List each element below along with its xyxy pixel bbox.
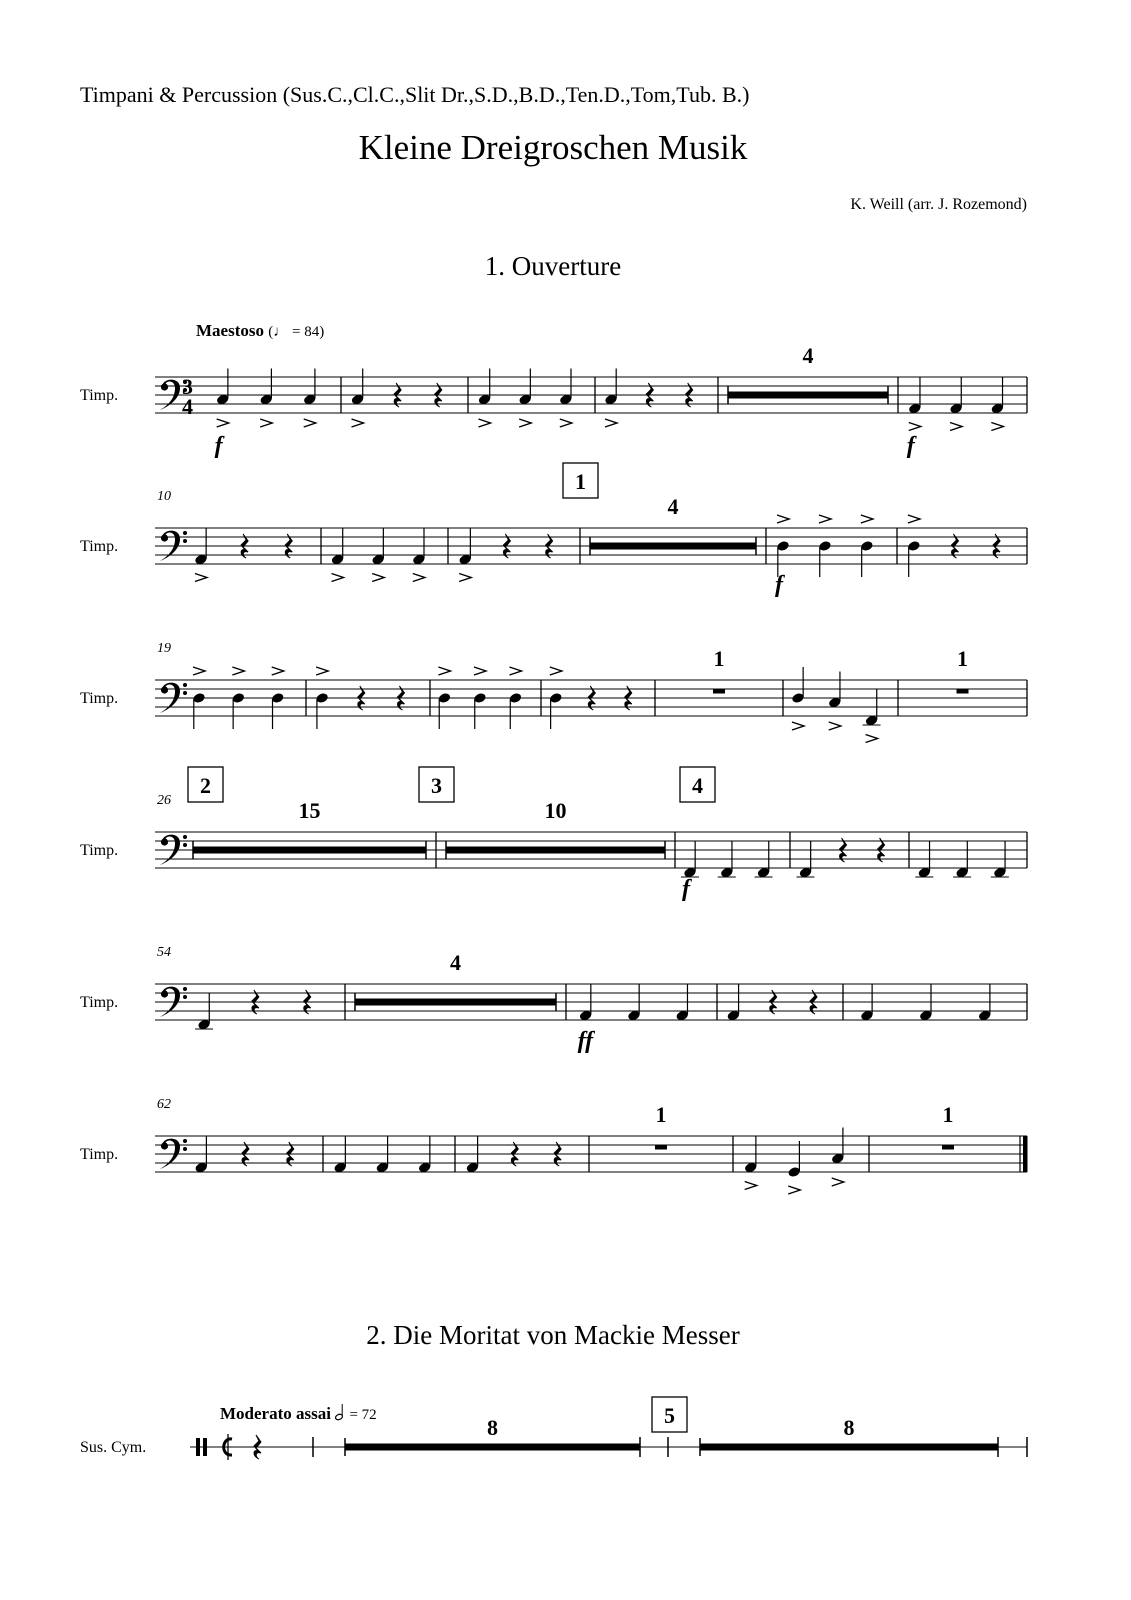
accent-mark: [861, 515, 873, 523]
accent-mark: [829, 722, 841, 730]
bass-clef-icon: [161, 990, 168, 997]
accent-mark: [304, 419, 316, 427]
bass-clef-dot: [183, 531, 187, 535]
multi-rest-count: 4: [802, 343, 814, 368]
staff-system: [80, 463, 1027, 598]
accent-mark: [272, 667, 284, 675]
accent-mark: [509, 667, 521, 675]
whole-rest: [957, 689, 969, 694]
measure: [907, 377, 1027, 459]
instrument-label: Timp.: [80, 1146, 119, 1163]
staff-system: [80, 641, 1027, 743]
multi-rest-count: 10: [544, 798, 567, 823]
bass-clef-icon: [161, 838, 168, 845]
measure-number: 54: [157, 945, 171, 960]
measure: [713, 646, 783, 716]
percussion-system: [80, 1397, 1027, 1460]
measure: [915, 832, 1027, 879]
multi-rest-count: 4: [667, 494, 679, 519]
measure: [465, 1136, 589, 1174]
bass-clef-dot: [183, 995, 187, 999]
accent-mark: [519, 419, 531, 427]
bass-clef-dot: [183, 683, 187, 687]
measure-number: 10: [157, 489, 171, 504]
rest-count: 1: [942, 1102, 954, 1127]
instrument-label: Timp.: [80, 538, 119, 555]
measure: [655, 1102, 733, 1172]
final-barline-thick: [1023, 1136, 1028, 1172]
measure: [578, 984, 717, 1054]
accent-mark: [792, 722, 804, 730]
accent-mark: [193, 667, 205, 675]
rest-count: 1: [957, 646, 968, 671]
measure: [194, 1136, 323, 1174]
percussion-clef-icon: [196, 1438, 200, 1456]
multi-rest-count: 4: [450, 950, 461, 975]
staff-system: [80, 1097, 1028, 1194]
time-signature-numerator: 3: [182, 374, 193, 399]
accent-mark: [438, 667, 450, 675]
piece-title: Kleine Dreigroschen Musik: [358, 128, 748, 167]
accent-mark: [909, 423, 921, 431]
measure: [563, 463, 766, 564]
multi-rest-count: 8: [487, 1415, 498, 1440]
accent-mark: [605, 419, 617, 427]
instrument-label: Timp.: [80, 690, 119, 707]
measure: [333, 1136, 455, 1174]
bass-clef-dot: [183, 539, 187, 543]
measure: [796, 832, 909, 879]
multi-measure-rest: [728, 392, 888, 399]
accent-mark: [474, 667, 486, 675]
tempo-text: Moderato assai: [220, 1404, 331, 1423]
measure: [195, 984, 345, 1031]
instrument-label: Timp.: [80, 842, 119, 859]
accent-mark: [316, 667, 328, 675]
multi-measure-rest: [355, 999, 556, 1006]
whole-rest: [942, 1145, 954, 1150]
accent-mark: [908, 515, 920, 523]
multi-rest-count: 8: [843, 1415, 855, 1440]
tempo-text: Maestoso: [196, 321, 264, 340]
multi-measure-rest: [446, 847, 665, 854]
measure: [860, 984, 1027, 1022]
rehearsal-mark: 5: [664, 1403, 675, 1428]
rehearsal-mark: 2: [200, 773, 211, 798]
rest-count: 1: [713, 646, 725, 671]
accent-mark: [819, 515, 831, 523]
instrumentation-header: Timpani & Percussion (Sus.C.,Cl.C.,Slit Dr.,S.D.,B.D.,Ten.D.,Tom,Tub. B.): [80, 82, 750, 107]
movement-1-title: 1. Ouverture: [484, 251, 622, 281]
dynamic-marking: f: [906, 433, 915, 459]
bass-clef-dot: [183, 843, 187, 847]
instrument-label: Sus. Cym.: [80, 1439, 147, 1456]
accent-mark: [217, 419, 229, 427]
measure-number: 62: [157, 1097, 171, 1112]
accent-mark: [550, 667, 562, 675]
accent-mark: [745, 1182, 757, 1190]
accent-mark: [459, 574, 471, 582]
measure: [726, 984, 843, 1022]
bass-clef-icon: [161, 1142, 168, 1149]
dynamic-marking: ff: [577, 1028, 594, 1054]
accent-mark: [832, 1178, 844, 1186]
measure: [744, 1128, 869, 1195]
accent-mark: [950, 423, 962, 431]
movement-2-title: 2. Die Moritat von Mackie Messer: [366, 1320, 740, 1350]
bass-clef-dot: [183, 1147, 187, 1151]
accent-mark: [195, 574, 207, 582]
measure: [215, 369, 341, 460]
accent-mark: [260, 419, 272, 427]
staff-system: [80, 945, 1027, 1054]
measure: [728, 343, 898, 413]
accent-mark: [991, 423, 1003, 431]
bass-clef-dot: [183, 1139, 187, 1143]
accent-mark: [560, 419, 572, 427]
bass-clef-icon: [161, 534, 168, 541]
accent-mark: [372, 574, 384, 582]
staff-system: [80, 343, 1027, 459]
measure: [957, 646, 1028, 716]
bass-clef-icon: [161, 686, 168, 693]
bass-clef-dot: [183, 691, 187, 695]
instrument-label: Timp.: [80, 387, 119, 404]
bass-clef-icon: [161, 383, 168, 390]
accent-mark: [413, 574, 425, 582]
multi-rest-count: 15: [298, 798, 321, 823]
measure: [775, 515, 897, 598]
measure: [942, 1102, 1028, 1172]
accent-mark: [788, 1186, 800, 1194]
dynamic-marking: f: [681, 876, 690, 902]
bass-clef-dot: [183, 835, 187, 839]
multi-measure-rest: [345, 1444, 640, 1451]
staff-system: [80, 767, 1027, 902]
multi-measure-rest: [193, 847, 426, 854]
measure: [791, 667, 898, 743]
accent-mark: [479, 419, 491, 427]
whole-rest: [713, 689, 725, 694]
measure: [419, 767, 675, 868]
dynamic-marking: f: [775, 572, 784, 598]
dynamic-marking: f: [214, 433, 223, 459]
rehearsal-mark: 1: [575, 469, 586, 494]
accent-mark: [352, 419, 364, 427]
rehearsal-mark: 3: [431, 773, 442, 798]
measure: [188, 767, 436, 868]
bass-clef-dot: [183, 987, 187, 991]
multi-measure-rest: [590, 543, 756, 550]
measure-number: 19: [157, 641, 171, 656]
measure: [355, 950, 566, 1020]
metronome-mark: (♩ = 84): [268, 324, 325, 340]
measure-number: 26: [157, 793, 171, 808]
rest-count: 1: [655, 1102, 667, 1127]
composer-credit: K. Weill (arr. J. Rozemond): [850, 196, 1027, 213]
time-signature-denominator: 4: [182, 394, 193, 419]
rehearsal-mark: 4: [692, 773, 703, 798]
instrument-label: Timp.: [80, 994, 119, 1011]
accent-mark: [332, 574, 344, 582]
whole-rest: [655, 1145, 667, 1150]
metronome-mark: = 72: [349, 1407, 377, 1423]
accent-mark: [866, 735, 878, 743]
accent-mark: [777, 515, 789, 523]
percussion-clef-icon: [203, 1438, 207, 1456]
accent-mark: [232, 667, 244, 675]
measure: [680, 767, 790, 902]
multi-measure-rest: [700, 1444, 998, 1451]
